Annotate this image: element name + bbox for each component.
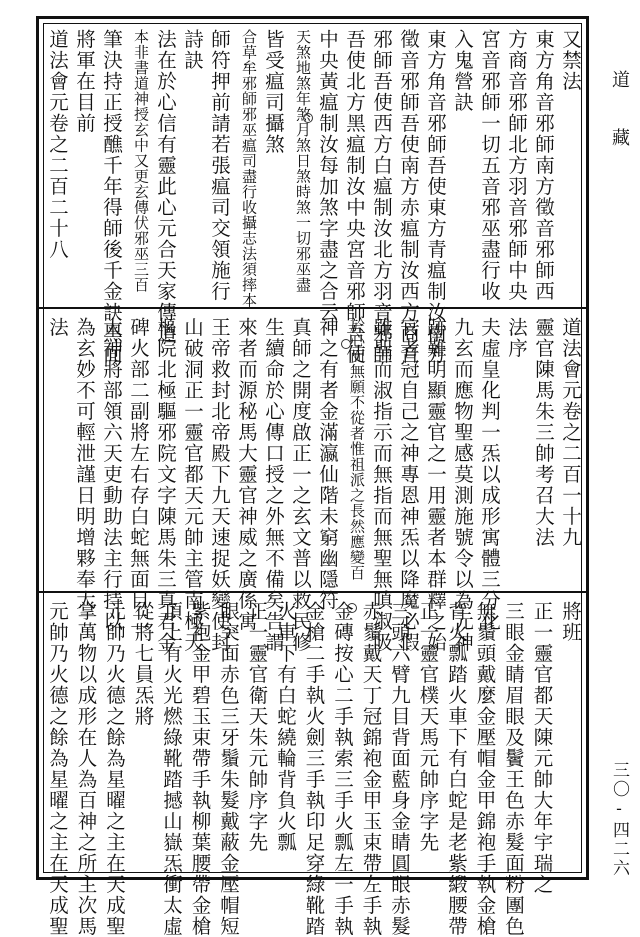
text-column: 東方角音邪師南方徵音邪師西 — [532, 29, 555, 302]
margin-page-number: 三〇-四二六 — [609, 761, 629, 878]
text-column: 跡難明顯靈官之一用靈者本群釋之始 — [424, 317, 447, 653]
text-column: 山破洞正一靈官都天元帥主管南極天 — [181, 317, 204, 653]
text-column: 天煞地煞年煞月煞日煞時煞一切邪巫盡 — [294, 29, 312, 293]
text-column: 從將七員炁將 — [131, 601, 155, 727]
text-column: 將班 — [559, 601, 582, 643]
text-column: 法 — [46, 317, 69, 338]
text-column: 合草牟邪師邪巫瘟司盡行收攝志法須摔本 — [240, 29, 258, 308]
text-column: 碑火部二副將左右存白蛇無面目二 — [127, 317, 150, 632]
text-column: 生續命於心傳口授之外無不備矣告謂 — [262, 317, 285, 653]
text-column: 為玄妙不可輕泄謹日明增夥奉大 — [73, 317, 96, 611]
text-column: 無鬚頭戴麼金壓帽金甲錦袍手執金槍 — [473, 601, 497, 937]
text-column: 法在於心信有靈此心元合天家傳道 — [154, 29, 177, 344]
text-column: 樞院北極驅邪院文字陳馬朱三真君金 — [154, 317, 177, 653]
margin-collection-label: 道藏 — [609, 70, 630, 186]
text-column: 紫袍金甲碧玉束帶手執柳葉腰帶金槍 — [188, 601, 212, 937]
text-column: 九玄而應物聖感莫測施號令以為元神 — [451, 317, 474, 653]
text-column: 掌萬物以成形在人為百神之所主次馬 — [74, 601, 98, 937]
text-column: 來者而源秘馬大靈官神威之廣係寓 — [235, 317, 258, 632]
circle-mark — [341, 339, 351, 349]
text-column: 皆受瘟司攝煞 — [262, 29, 285, 155]
panel-bottom-columns — [39, 595, 586, 937]
page-frame — [36, 16, 589, 937]
text-column: 方商音邪師北方羽音邪師中央 — [505, 29, 528, 302]
text-column: 真師之開度啟正一之玄文普以救民修 — [289, 317, 312, 653]
text-column: 金槍二手執火劍三手執印足穿綠靴踏 — [302, 601, 326, 937]
text-column: 入鬼營訣 — [451, 29, 474, 113]
text-column: 王帝救封北帝殿下九天速捉妖變使封 — [208, 317, 231, 653]
text-column: 三頭六臂九目背面藍身金睛圓眼赤髮 — [388, 601, 411, 937]
text-column: 正一靈官都天陳元帥大年宇瑞之 — [530, 601, 554, 895]
text-column: 正一靈官樸天馬元帥序字先 — [416, 601, 440, 853]
text-column: 詩訣 — [181, 29, 204, 71]
text-column: 雖聖而淑指示而無指而無聖無嗔淑吸 — [370, 317, 393, 653]
panel-bottom — [39, 595, 586, 937]
text-column: 大神將部領六天吏動助法主行持以 — [100, 317, 123, 632]
text-column: 官者冠自己之神專恩神炁以降魔必假 — [397, 317, 420, 653]
text-column: 於心而無願不從者惟祖派之長然應變百 — [348, 317, 366, 581]
text-column: 又禁法 — [559, 29, 582, 92]
text-column: 東方角音邪師吾使東方青瘟制汝南方 — [424, 29, 447, 365]
text-column: 火車下有白蛇繞輪背負火瓢 — [274, 601, 297, 853]
text-column: 赤鬚戴天丁冠錦袍金甲玉束帶左手執 — [359, 601, 383, 937]
text-column: 宮音邪師一切五音邪巫盡行收 — [478, 29, 501, 302]
text-column: 元帥乃火德之餘為星曜之主在天成聖 — [103, 601, 126, 937]
text-column: 夫虛皇化判一炁以成形寓體三分化 — [478, 317, 501, 632]
text-column: 師符押前請若張瘟司交領施行 — [208, 29, 231, 302]
text-column: 本非書道神授玄中又更玄傳伏邪巫三百 — [132, 29, 150, 293]
text-column: 法序 — [505, 317, 528, 359]
text-column: 頂上有火光燃綠靴踏撼山嶽炁衝太虛 — [160, 601, 183, 937]
text-column: 道法會元卷之二百一十九 — [559, 317, 582, 548]
text-column: 神之有者金滿瀛仙階未窮幽隱符 — [316, 317, 339, 611]
text-column: 正一靈官衛天朱元帥序字先 — [245, 601, 269, 853]
text-column: 邪師吾使西方白瘟制汝北方羽音邪師 — [370, 29, 393, 365]
text-column: 中央黃瘟制汝每加煞字盡之合云 — [316, 29, 339, 323]
text-column: 背火瓢踏火車下有白蛇是老紫緞腰帶 — [445, 601, 468, 937]
panel-divider-2 — [39, 591, 586, 593]
text-column: 元帥乃火德之餘為星曜之主在天成聖 — [46, 601, 69, 937]
text-column: 徵音邪師吾使南方赤瘟制汝西方商音 — [397, 29, 420, 365]
text-column: 將軍在目前 — [73, 29, 96, 134]
text-column: 三眼金睛眉眼及鬢王色赤髮面粉團色 — [502, 601, 525, 937]
text-column: 金磚按心二手執索三手火瓢左一手執 — [331, 601, 354, 937]
circle-mark — [347, 603, 357, 613]
text-column: 靈官陳馬朱三帥考召大法 — [532, 317, 555, 548]
text-column: 吾使北方黑瘟制汝中央宮音邪師吾使 — [343, 29, 366, 365]
text-column: 眼突面赤色三牙鬚朱髮戴蔽金壓帽短 — [217, 601, 240, 937]
panel-divider-1 — [39, 307, 586, 309]
circle-mark — [303, 113, 313, 123]
text-column: 筆決持正授醮千年得師後千金訣黑面 — [100, 29, 123, 365]
text-column: 道法會元卷之二百二十八 — [46, 29, 69, 260]
